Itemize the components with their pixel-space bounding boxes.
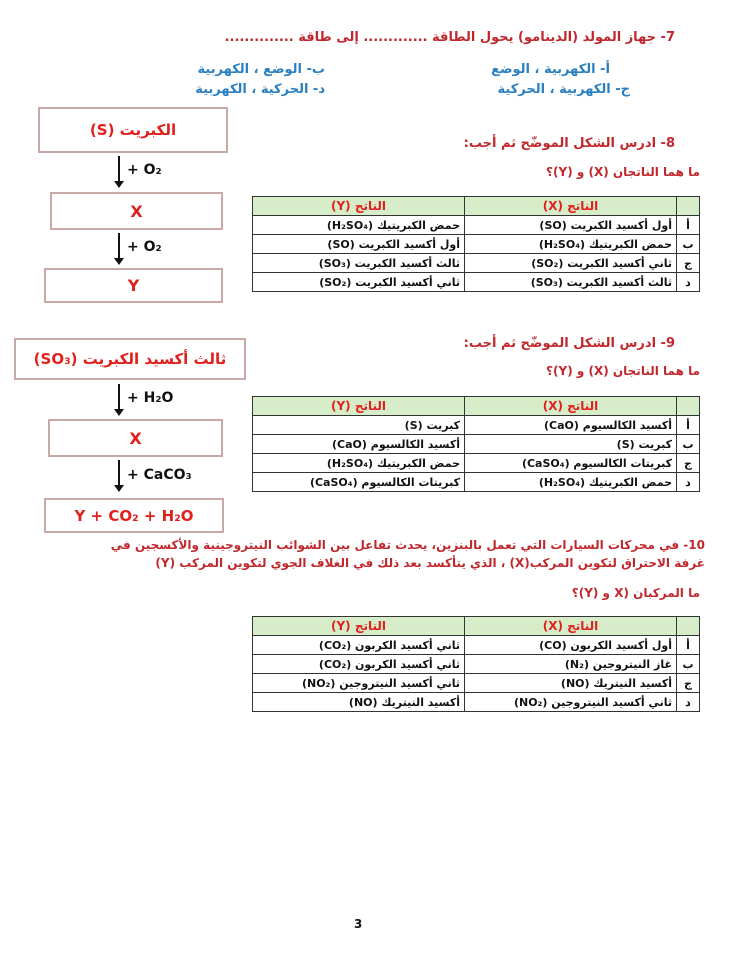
- q9-box-y-label: Y + CO₂ + H₂O: [74, 506, 194, 525]
- cell-y: ثالث أكسيد الكبريت (SO₃): [253, 254, 465, 273]
- q7-option-c[interactable]: ج- الكهربية ، الحركية: [497, 82, 630, 97]
- q8-arrow-2: [118, 233, 120, 263]
- row-letter: ب: [677, 655, 700, 674]
- q7-title: 7- جهاز المولد (الدينامو) يحول الطاقة ............. إلى طاقة ..............: [224, 30, 675, 45]
- q10-header-x: الناتج (X): [465, 617, 677, 636]
- q8-header-letter: [677, 197, 700, 216]
- table-row[interactable]: [253, 235, 700, 254]
- cell-x: حمض الكبريتيك (H₂SO₄): [465, 235, 677, 254]
- row-letter: ب: [677, 435, 700, 454]
- q9-box-x: [48, 419, 223, 457]
- q8-title: 8- ادرس الشكل الموضّح ثم أجب:: [463, 136, 675, 151]
- q8-box-x-label: X: [130, 201, 143, 221]
- cell-y: ثاني أكسيد الكربون (CO₂): [253, 636, 465, 655]
- q10-text-line2: غرفة الاحتراق لتكوين المركب(X) ، الذي يتأكسد بعد ذلك في الغلاف الجوي لتكوين المركب (Y): [155, 556, 705, 570]
- q9-box-so3-label: ثالث أكسيد الكبريت (SO₃): [33, 350, 227, 368]
- q10-header-letter: [677, 617, 700, 636]
- table-row[interactable]: [253, 473, 700, 492]
- cell-y: ثاني أكسيد الكربون (CO₂): [253, 655, 465, 674]
- q9-title: 9- ادرس الشكل الموضّح ثم أجب:: [463, 336, 675, 351]
- q8-answer-table: [252, 196, 700, 292]
- cell-y: حمض الكبريتيك (H₂SO₄): [253, 216, 465, 235]
- q9-header-letter: [677, 397, 700, 416]
- cell-y: ثاني أكسيد الكبريت (SO₂): [253, 273, 465, 292]
- row-letter: ج: [677, 454, 700, 473]
- table-row[interactable]: [253, 674, 700, 693]
- table-row[interactable]: [253, 273, 700, 292]
- cell-y: أول أكسيد الكبريت (SO): [253, 235, 465, 254]
- q9-header-x: الناتج (X): [465, 397, 677, 416]
- q9-box-x-label: X: [129, 428, 142, 448]
- q8-arrow-1: [118, 156, 120, 186]
- q10-header-y: الناتج (Y): [253, 617, 465, 636]
- q9-table-header: [253, 397, 700, 416]
- cell-x: ثاني أكسيد الكبريت (SO₂): [465, 254, 677, 273]
- page-number: 3: [354, 917, 363, 931]
- q8-box-y-label: Y: [127, 276, 140, 295]
- cell-y: ثاني أكسيد النيتروجين (NO₂): [253, 674, 465, 693]
- cell-x: أول أكسيد الكربون (CO): [465, 636, 677, 655]
- cell-x: ثالث أكسيد الكبريت (SO₃): [465, 273, 677, 292]
- q9-reagent-1: + H₂O: [127, 390, 174, 406]
- table-row[interactable]: [253, 216, 700, 235]
- cell-y: أكسيد النيتريك (NO): [253, 693, 465, 712]
- q10-answer-table: [252, 616, 700, 712]
- q7-option-a[interactable]: أ- الكهربية ، الوضع: [491, 62, 610, 77]
- table-row[interactable]: [253, 454, 700, 473]
- q9-box-y: [44, 498, 224, 533]
- q9-answer-table: [252, 396, 700, 492]
- cell-x: كبريتات الكالسيوم (CaSO₄): [465, 454, 677, 473]
- q10-question: ما المركبان (X و (Y)؟: [571, 586, 700, 600]
- q9-question: ما هما الناتجان (X) و (Y)؟: [546, 364, 700, 378]
- cell-x: كبريت (S): [465, 435, 677, 454]
- table-row[interactable]: [253, 655, 700, 674]
- row-letter: ج: [677, 674, 700, 693]
- q7-option-d[interactable]: د- الحركية ، الكهربية: [195, 82, 325, 97]
- table-row[interactable]: [253, 435, 700, 454]
- q8-box-y: [44, 268, 223, 303]
- q9-arrow-2: [118, 460, 120, 490]
- cell-x: حمض الكبريتيك (H₂SO₄): [465, 473, 677, 492]
- cell-y: أكسيد الكالسيوم (CaO): [253, 435, 465, 454]
- q8-table-header: [253, 197, 700, 216]
- q8-box-sulfur-label: الكبريت (S): [89, 121, 177, 139]
- cell-y: كبريت (S): [253, 416, 465, 435]
- row-letter: ج: [677, 254, 700, 273]
- cell-y: حمض الكبريتيك (H₂SO₄): [253, 454, 465, 473]
- cell-x: ثاني أكسيد النيتروجين (NO₂): [465, 693, 677, 712]
- row-letter: د: [677, 693, 700, 712]
- q8-reagent-1: + O₂: [127, 162, 162, 178]
- q8-question: ما هما الناتجان (X) و (Y)؟: [546, 165, 700, 179]
- table-row[interactable]: [253, 636, 700, 655]
- cell-x: أكسيد النيتريك (NO): [465, 674, 677, 693]
- q10-text-line1: 10- في محركات السيارات التي تعمل بالبنزين، يحدث تفاعل بين الشوائب النيتروجينية والأكسجين في: [110, 538, 705, 552]
- row-letter: أ: [677, 636, 700, 655]
- q8-header-y: الناتج (Y): [253, 197, 465, 216]
- q9-reagent-2: + CaCO₃: [127, 467, 192, 483]
- row-letter: أ: [677, 416, 700, 435]
- table-row[interactable]: [253, 254, 700, 273]
- q9-header-y: الناتج (Y): [253, 397, 465, 416]
- row-letter: د: [677, 473, 700, 492]
- q8-box-x: [50, 192, 223, 230]
- row-letter: د: [677, 273, 700, 292]
- table-row[interactable]: [253, 693, 700, 712]
- q10-table-header: [253, 617, 700, 636]
- row-letter: أ: [677, 216, 700, 235]
- table-row[interactable]: [253, 416, 700, 435]
- cell-y: كبريتات الكالسيوم (CaSO₄): [253, 473, 465, 492]
- cell-x: أكسيد الكالسيوم (CaO): [465, 416, 677, 435]
- q8-reagent-2: + O₂: [127, 239, 162, 255]
- cell-x: غاز النيتروجين (N₂): [465, 655, 677, 674]
- q9-arrow-1: [118, 384, 120, 414]
- q8-header-x: الناتج (X): [465, 197, 677, 216]
- q7-option-b[interactable]: ب- الوضع ، الكهربية: [197, 62, 325, 77]
- row-letter: ب: [677, 235, 700, 254]
- cell-x: أول أكسيد الكبريت (SO): [465, 216, 677, 235]
- q9-box-so3: [14, 338, 246, 380]
- q8-box-sulfur: [38, 107, 228, 153]
